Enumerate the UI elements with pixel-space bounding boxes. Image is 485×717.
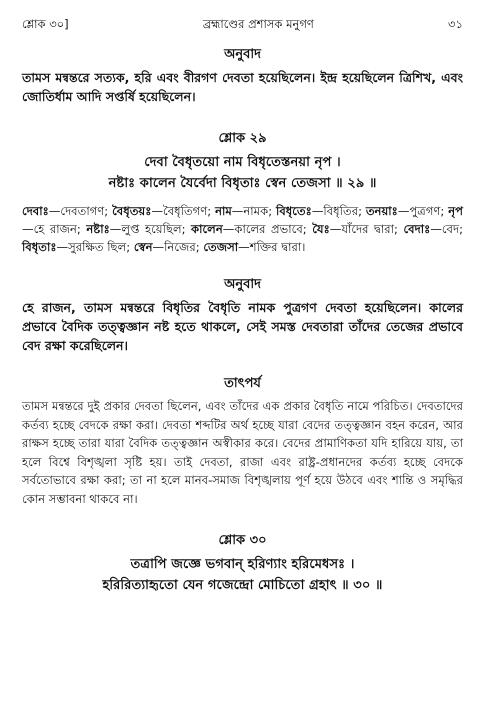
verse-29-heading: শ্লোক ২৯ bbox=[218, 131, 267, 146]
synonym-meaning: —নিজের; bbox=[152, 240, 204, 254]
synonym-term: বৈধৃতয়ঃ bbox=[112, 204, 152, 218]
synonym-meaning: —যাঁদের দ্বারা; bbox=[329, 222, 404, 236]
synonym-term: বিধৃতাঃ bbox=[22, 240, 57, 254]
synonym-meaning: —কালের প্রভাবে; bbox=[222, 222, 313, 236]
verse-29-line-1: দেবা বৈধৃতয়ো নাম বিধৃতেস্তনয়া নৃপ । bbox=[144, 155, 341, 170]
page-header bbox=[22, 16, 463, 32]
synonym-meaning: —সুরক্ষিত ছিল; bbox=[56, 240, 134, 254]
synonym-term: বিধৃতেঃ bbox=[276, 204, 312, 218]
synonym-meaning: —দেবতাগণ; bbox=[48, 204, 113, 218]
translation-text-1: তামস মন্বন্তরে সত্যক, হরি এবং বীরগণ দেবতা হয়েছিলেন। ইন্দ্র হয়েছিলেন ত্রিশিখ, এবং জোতির্ধাম আদি সপ্তর্ষি হয়েছিলেন। bbox=[22, 70, 463, 104]
verse-30-line-2: হরিরিত্যাহৃতো যেন গজেন্দ্রো মোচিতো গ্রহাৎ ॥ ৩০ ॥ bbox=[102, 578, 383, 593]
synonym-meaning: —পুত্রগণ; bbox=[397, 204, 449, 218]
synonym-term: বেদাঃ bbox=[403, 222, 431, 236]
verse-29-synonyms bbox=[22, 202, 463, 256]
header-verse-ref: শ্লোক ৩০] bbox=[22, 17, 69, 31]
synonym-term: নৃপ bbox=[448, 204, 463, 218]
translation-text-2: হে রাজন, তামস মন্বন্তরে বিধৃতির বৈধৃতি নামক পুত্রগণ দেবতা হয়েছিলেন। কালের প্রভাবে বৈদিক তত্ত্বজ্ঞান নষ্ট হতে থাকলে, সেই সমস্ত দেবতারা তাঁদের তেজের প্রভাবে বেদ রক্ষা করেছিলেন। bbox=[22, 300, 463, 353]
verse-30-line-1: তত্রাপি জজ্ঞে ভগবান্ হরিণ্যাং হরিমেধসঃ । bbox=[130, 557, 355, 572]
synonym-meaning: —হে রাজন; bbox=[22, 222, 87, 236]
synonym-term: স্বেন bbox=[133, 240, 153, 254]
synonym-term: তনয়াঃ bbox=[365, 204, 398, 218]
purport-heading: তাৎপর্য bbox=[224, 376, 261, 391]
synonym-meaning: —শক্তির দ্বারা। bbox=[238, 240, 306, 254]
verse-29-line-2: নষ্টাঃ কালেন যৈর্বেদা বিধৃতাঃ স্বেন তেজসা ॥ ২৯ ॥ bbox=[108, 176, 377, 191]
translation-heading-1: অনুবাদ bbox=[224, 47, 261, 62]
translation-heading-2: অনুবাদ bbox=[224, 277, 261, 292]
purport-text: তামস মন্বন্তরে দুই প্রকার দেবতা ছিলেন, এবং তাঁদের এক প্রকার বৈধৃতি নামে পরিচিত। দেবতাদের কর্তব্য হচ্ছে বেদকে রক্ষা করা। দেবতা শব্দটির অর্থ হচ্ছে যারা বেদের তত্ত্বজ্ঞান বহন করেন, আর রাক্ষস হচ্ছে তারা যারা বৈদিক তত্ত্বজ্ঞান অস্বীকার করে। বেদের প্রামাণিকতা যদি হারিয়ে যায়, তা হলে বিশ্বে বিশৃঙ্খলা সৃষ্টি হয়। তাই দেবতা, রাজা এবং রাষ্ট্র-প্রধানদের কর্তব্য হচ্ছে বেদকে সর্বতোভাবে রক্ষা করা; তা না হলে মানব-সমাজ বিশৃঙ্খলায় পূর্ণ হয়ে উঠবে এবং শান্তি ও সমৃদ্ধির কোন সম্ভাবনা থাকবে না। bbox=[22, 399, 463, 506]
synonym-meaning: —বিধৃতির; bbox=[311, 204, 366, 218]
synonym-term: যৈঃ bbox=[312, 222, 330, 236]
verse-30-heading: শ্লোক ৩০ bbox=[218, 533, 267, 548]
header-chapter-title: ব্রহ্মাণ্ডের প্রশাসক মনুগণ bbox=[202, 17, 314, 31]
verse-30-text bbox=[22, 554, 463, 596]
header-page-number: ৩১ bbox=[448, 17, 463, 31]
synonym-term: দেবাঃ bbox=[22, 204, 49, 218]
synonym-term: নাম bbox=[215, 204, 232, 218]
synonym-term: তেজসা bbox=[203, 240, 239, 254]
synonym-term: কালেন bbox=[191, 222, 223, 236]
synonym-meaning: —বৈধৃতিগণ; bbox=[151, 204, 216, 218]
synonym-meaning: —নামক; bbox=[231, 204, 276, 218]
verse-29-text bbox=[22, 152, 463, 194]
synonym-meaning: —লুপ্ত হয়েছিল; bbox=[109, 222, 192, 236]
synonym-meaning: —বেদ; bbox=[430, 222, 463, 236]
synonym-term: নষ্টাঃ bbox=[86, 222, 110, 236]
